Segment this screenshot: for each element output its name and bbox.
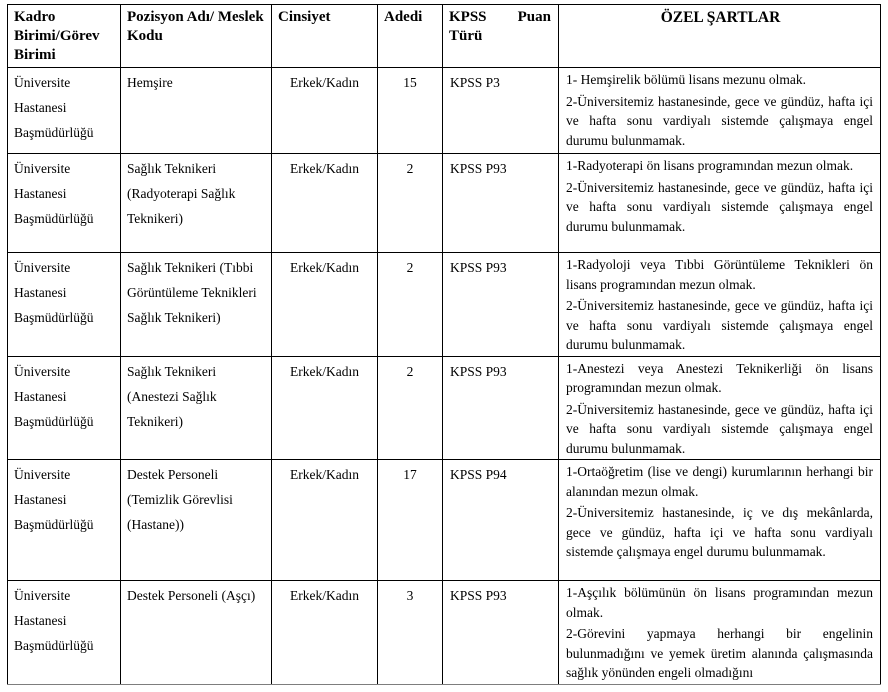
table-body (8, 68, 881, 685)
sart-paragraph: 2-Üniversitemiz hastanesinde, iç ve dış mekânlarda, gece ve gündüz, hafta içi ve hafta sonu vardiyalı sistemde çalışmaya engel durumu bulunmamak. (566, 505, 873, 559)
sart-paragraph: 1-Radyoterapi ön lisans programından mezun olmak. (566, 158, 854, 173)
cell-adedi: 2 (378, 356, 443, 460)
cell-adedi: 17 (378, 460, 443, 581)
cell-adedi: 3 (378, 581, 443, 685)
table-row (8, 460, 881, 581)
cell-pozisyon-adi: Hemşire (121, 68, 272, 154)
cell-pozisyon-adi: Destek Personeli (Temizlik Görevlisi (Hastane)) (121, 460, 272, 581)
header-ozel-sartlar: ÖZEL ŞARTLAR (559, 5, 881, 68)
table-row (8, 356, 881, 460)
cell-kadro-birimi: Üniversite Hastanesi Başmüdürlüğü (8, 253, 121, 357)
cell-kadro-birimi: Üniversite Hastanesi Başmüdürlüğü (8, 154, 121, 253)
sart-paragraph: 2-Üniversitemiz hastanesinde, gece ve gündüz, hafta içi ve hafta sonu vardiyalı sistemde çalışmaya engel durumu bulunmamak. (566, 93, 873, 148)
cell-kadro-birimi: Üniversite Hastanesi Başmüdürlüğü (8, 356, 121, 460)
header-pozisyon-adi: Pozisyon Adı/ Meslek Kodu (121, 5, 272, 68)
cell-ozel-sartlar (559, 68, 881, 154)
cell-cinsiyet: Erkek/Kadın (272, 154, 378, 253)
sart-paragraph: 1- Hemşirelik bölümü lisans mezunu olmak. (566, 72, 806, 87)
cell-ozel-sartlar (559, 356, 881, 460)
cell-kadro-birimi: Üniversite Hastanesi Başmüdürlüğü (8, 581, 121, 685)
header-kadro-birimi: Kadro Birimi/Görev Birimi (8, 5, 121, 68)
sart-paragraph: 2-Üniversitemiz hastanesinde, gece ve gündüz, hafta içi ve hafta sonu vardiyalı sistemde çalışmaya engel durumu bulunmamak. (566, 401, 873, 456)
cell-cinsiyet: Erkek/Kadın (272, 581, 378, 685)
cell-pozisyon-adi: Sağlık Teknikeri (Tıbbi Görüntüleme Teknikleri Sağlık Teknikeri) (121, 253, 272, 357)
sart-paragraph: 2-Görevini yapmaya herhangi bir engelinin bulunmadığını ve yemek üretim alanında çalışmasında sağlık yönünden engeli olmadığını (566, 626, 873, 680)
cell-pozisyon-adi: Sağlık Teknikeri (Radyoterapi Sağlık Teknikeri) (121, 154, 272, 253)
cell-adedi: 2 (378, 253, 443, 357)
header-adedi: Adedi (378, 5, 443, 68)
sart-paragraph: 1-Aşçılık bölümünün ön lisans programından mezun olmak. (566, 585, 873, 620)
cell-ozel-sartlar (559, 581, 881, 685)
table-row (8, 253, 881, 357)
cell-ozel-sartlar (559, 460, 881, 581)
sart-paragraph: 2-Üniversitemiz hastanesinde, gece ve gündüz, hafta içi ve hafta sonu vardiyalı sistemde çalışmaya engel durumu bulunmamak. (566, 179, 873, 234)
cell-kpss-puan-turu: KPSS P3 (443, 68, 559, 154)
header-cinsiyet: Cinsiyet (272, 5, 378, 68)
header-row (8, 5, 881, 68)
cell-pozisyon-adi: Sağlık Teknikeri (Anestezi Sağlık Teknikeri) (121, 356, 272, 460)
cell-cinsiyet: Erkek/Kadın (272, 253, 378, 357)
cell-kpss-puan-turu: KPSS P94 (443, 460, 559, 581)
job-positions-table (7, 4, 881, 685)
cell-kadro-birimi: Üniversite Hastanesi Başmüdürlüğü (8, 68, 121, 154)
cell-pozisyon-adi: Destek Personeli (Aşçı) (121, 581, 272, 685)
cell-cinsiyet: Erkek/Kadın (272, 460, 378, 581)
table-row (8, 581, 881, 685)
cell-kpss-puan-turu: KPSS P93 (443, 253, 559, 357)
cell-adedi: 15 (378, 68, 443, 154)
cell-kadro-birimi: Üniversite Hastanesi Başmüdürlüğü (8, 460, 121, 581)
cell-kpss-puan-turu: KPSS P93 (443, 581, 559, 685)
header-kpss-puan-turu: KPSS Puan Türü (443, 5, 559, 68)
cell-kpss-puan-turu: KPSS P93 (443, 154, 559, 253)
table-row (8, 154, 881, 253)
sart-paragraph: 1-Radyoloji veya Tıbbi Görüntüleme Teknikleri ön lisans programından mezun olmak. (566, 257, 873, 292)
table-row (8, 68, 881, 154)
cell-cinsiyet: Erkek/Kadın (272, 356, 378, 460)
table-header (8, 5, 881, 68)
cell-ozel-sartlar (559, 154, 881, 253)
sart-paragraph: 2-Üniversitemiz hastanesinde, gece ve gündüz, hafta içi ve hafta sonu vardiyalı sistemde çalışmaya engel durumu bulunmamak. (566, 298, 873, 352)
sart-paragraph: 1-Ortaöğretim (lise ve dengi) kurumlarının herhangi bir alanından mezun olmak. (566, 464, 873, 499)
cell-ozel-sartlar (559, 253, 881, 357)
cell-kpss-puan-turu: KPSS P93 (443, 356, 559, 460)
cell-cinsiyet: Erkek/Kadın (272, 68, 378, 154)
sart-paragraph: 1-Anestezi veya Anestezi Teknikerliği ön lisans programından mezun olmak. (566, 360, 873, 395)
cell-adedi: 2 (378, 154, 443, 253)
